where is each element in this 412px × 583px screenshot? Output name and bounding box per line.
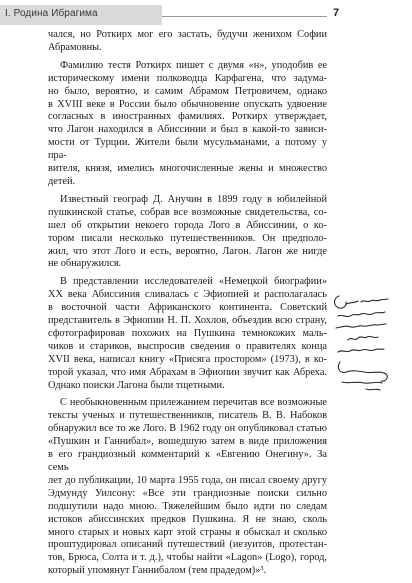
text-line: который упомянут Ганнибалом (тем прадедом)»³. <box>48 565 267 577</box>
text-line: не обнаружился. <box>48 258 122 270</box>
text-line: Эдмунду Уилсону: «Все эти грандиозные поиски сильно <box>48 487 327 499</box>
page-header <box>0 0 412 28</box>
paragraph <box>48 194 327 271</box>
text-line: Однако поиски Лагона были тщетными. <box>48 379 225 391</box>
paragraph <box>48 276 327 392</box>
text-line: С необыкновенным прилежанием перечитав все возможные <box>60 397 327 409</box>
text-line: чиков и стариков, выспросив сведения о правителях конца <box>48 340 327 352</box>
text-line: вителя, князя, имелись многочисленные жены и множество <box>48 163 327 175</box>
text-line: Абрамовны. <box>48 41 102 53</box>
text-line: XVII века, написал книгу «Присяга простором» (1973), в ко- <box>48 353 327 365</box>
text-line: Известный географ Д. Анучин в 1899 году в юбилейной <box>60 193 327 205</box>
text-line: сфотографировав похожих на Пушкина темнокожих маль- <box>48 327 327 339</box>
text-line: жил, что этот Лого и есть, вероятно, Лагон. Лагон же нигде <box>48 245 327 257</box>
text-line: чался, но Роткирх мог его застать, будучи женихом Софии <box>48 29 327 40</box>
text-line: подшутили надо мною. Тяжелейшим было идти по следам <box>48 500 327 512</box>
paragraph <box>48 397 327 578</box>
paragraph <box>48 60 327 189</box>
text-line: тором писали несколько путешественников. Он предполо- <box>48 232 327 244</box>
body-text <box>48 29 327 583</box>
text-line: шел об открытии некоего города Лого в Абиссинии, о ко- <box>48 219 327 231</box>
text-line: проштудировал описаний путешествий (иезуитов, протестан- <box>48 539 327 551</box>
text-line: представитель в Эфиопии Н. П. Хохлов, объездив всю страну, <box>48 315 327 327</box>
text-line: в его грандиозный комментарий к «Евгению Онегину». За семь <box>48 449 327 473</box>
paragraph <box>48 29 327 55</box>
text-line: В представлении исследователей «Немецкой биографии» <box>60 276 327 288</box>
text-line: тексты ученых и путешественников, писатель В. В. Набоков <box>48 410 327 422</box>
text-line: согласных в иностранных фамилиях. Роткирх утверждает, <box>48 111 327 123</box>
text-line: пушкинской статье, собрав все возможные свидетельства, со- <box>48 206 327 218</box>
text-line: но было, вероятно, и самим Абрамом Петровичем, однако <box>48 85 327 97</box>
text-line: обнаружил все то же Лого. В 1962 году он опубликовал статью <box>48 423 327 435</box>
text-line: истоков абиссинских предков Пушкина. Я не знаю, сколь <box>48 513 327 525</box>
text-line: Фамилию тестя Роткирх пишет с двумя «н», уподобив ее <box>60 59 327 71</box>
header-rule <box>162 16 327 17</box>
page-number: 7 <box>333 7 340 19</box>
text-line: в восточной части Африканского континента. Советский <box>48 302 327 314</box>
text-line: «Пушкин и Ганнибал», вошедшую затем в виде приложения <box>48 436 327 448</box>
text-line: торой указал, что имя Абрахам в Эфиопии звучит как Абреха. <box>48 366 327 378</box>
text-line: мости от Турции. Жители были мусульманами, а потому у пра- <box>48 137 327 162</box>
text-line: детей. <box>48 175 76 187</box>
text-line: историческому имени полководца Карфагена, что задума- <box>48 72 327 84</box>
handwritten-signature-icon <box>332 290 400 402</box>
running-head: I. Родина Ибрагима <box>5 8 98 19</box>
text-line: тов, Брюса, Солта и т. д.), чтобы найти «Lagon» (Logo), город, <box>48 552 327 564</box>
text-line: что Лагон находился в Абиссинии и был в какой-то зависи- <box>48 124 327 136</box>
text-line: лет до публикации, 10 марта 1955 года, он писал своему другу <box>48 474 327 486</box>
text-line: в XVIII веке в России было обычновение опускать удвоение <box>48 98 327 110</box>
text-line: XX века Абиссиния сливалась с Эфиопией и располагалась <box>48 289 327 301</box>
text-line: много старых и новых карт этой страны я обыскал и сколько <box>48 526 327 538</box>
